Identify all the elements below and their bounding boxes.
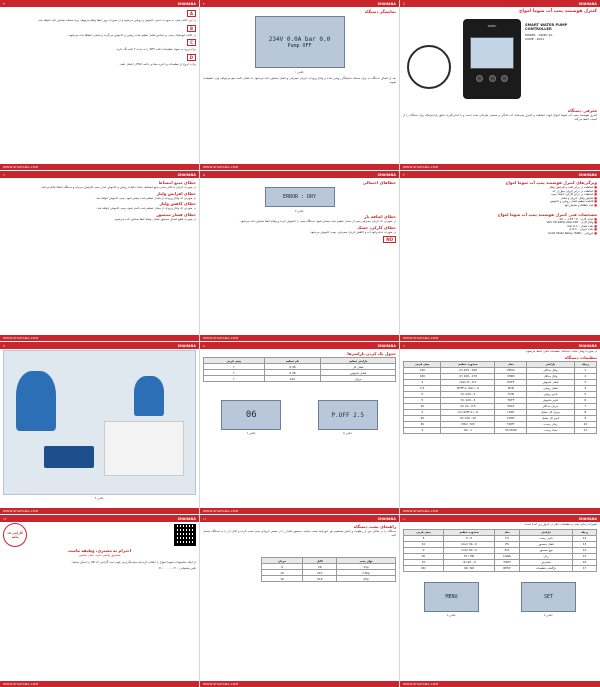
error-text-4: در صورت قطع اتصال سنسور فشار، پیغام خطا نمایش داده می‌شود. [114,216,196,221]
figure-caption: عکس ۸ [446,612,457,617]
section-title: راهنمای نصب دستگاه [353,524,396,529]
panel-9 [400,342,600,514]
table-row: 2hp C16 16 [261,576,395,582]
figure-caption: عکس ۴ [94,496,105,500]
spec-item: ■ دقت جریان : 0.1 A [403,228,597,232]
panel-2 [200,0,400,170]
figure-caption: عکس ۷ [543,612,554,617]
figure-caption: عکس ۵ [343,431,353,435]
brand-logo: SHAHANA [377,516,396,521]
spec-item: ■ خروجی : Solid State Relay (SSR) [403,232,597,236]
page-number: ۷ [3,343,5,348]
page-number: ۸ [203,343,205,348]
lcd-pair [403,582,597,617]
section-a: A [187,10,196,17]
table-row: 1hp C6 6 [261,564,395,570]
text-a: در این حالت پمپ به صورت دستی خاموش و روشن می‌شود و در صورت بروز خطا پیغام مربوطه روی صفحه نمایش داده خواهد شد. [37,18,196,22]
table-row: 1.5hp C10 10 [261,570,395,576]
error-text-2: در صورتی که ولتاژ ورودی از مقدار تنظیم شده بیشتر شود، پمپ خاموش خواهد شد. [95,195,196,200]
section-title: جدول یک کردن پارامترها [347,351,396,356]
sub-text-1: در صورتی که جریان مصرفی پمپ از مقدار تنظیم شده بیشتر شود، دستگاه پمپ را خاموش کرده و پیغام خطا نمایش داده می‌شود. [239,219,396,223]
feature-item: ■ حفاظت در برابر کارکرد خشک پمپ [403,193,597,197]
warranty-seal: گارانتی ۱۸ ماهه [3,523,27,547]
feature-item: ■ حفاظت در برابر افت و افزایش ولتاژ [403,186,597,190]
table-header: نام تنظیم [264,358,321,364]
brand-logo: SHAHANA [177,343,196,348]
table-row: 2 ولتاژ حداقل VMIN 170...200 (V) 180 [404,373,597,379]
error-text-3: در صورتی که ولتاژ ورودی از مقدار تنظیم شده کمتر شود، پمپ خاموش خواهد شد. [96,206,196,210]
table-row: 12 تاخیر ریست T.S 0...5 5 [404,535,597,541]
error-title-2: خطای افزایش ولتاژ [156,190,196,196]
table-row: 6 تاخیر خاموش TOFF 3...120 (S) 5 [404,397,597,403]
page-number: ۹ [403,343,405,348]
sub-title-2: خطای کارکرد خشک [357,224,396,230]
site-url: WWW.SHAHANA.COM [203,509,239,513]
page-number: ۵ [203,172,205,177]
row-2 [0,171,600,341]
model-code: MODEL : SWPC-10 [525,33,553,37]
device-screen [470,37,514,69]
brand-logo: SHAHANA [578,1,597,6]
section-d: D [187,54,196,61]
install-text: دستگاه را در محلی دور از رطوبت و تابش مستقیم نور خورشید نصب نمایید. سنسور فشار را در مسیر خروجی پمپ نصب کرده و کابل آن را به دستگاه متصل کنید. [203,529,396,537]
panel-11 [200,515,400,687]
feature-item: ■ قابلیت تنظیم فشار روشن و خاموش [403,200,597,204]
thank-you-text: از اینکه محصولات شوما امواج را انتخاب کرده‌اید سپاسگزاریم. جهت ثبت گارانتی کد QR را اسکن نمایید. [71,559,196,564]
brand-logo: SHAHANA [377,1,396,6]
table-row: 4 فشار روشن PON 0...POFF-1 (bar) 2.5 [404,385,597,391]
brand-logo: SHAHANA [578,516,597,521]
row-3 [0,342,600,514]
brand-logo: SHAHANA [578,172,597,177]
controller-device [463,19,521,99]
site-url: WWW.SHAHANA.COM [3,336,39,340]
table-header: پیش فرض [204,358,265,364]
panel-4 [400,171,600,341]
display-text: بعد از اتصال دستگاه به برق، صفحه نمایشگر روشن شده و ولتاژ ورودی، جریان مصرفی و فشار نمایش داده می‌شود. با فشار دکمه منو می‌توانید وارد تنظیمات شوید. [203,76,396,84]
lcd-screen-b: MENU [424,582,479,612]
device-label: SWPC [487,23,497,28]
feature-item: ■ ثبت خطاها و نمایش آنها [403,204,597,208]
panel-6 [0,171,200,341]
pressure-tank [134,376,164,416]
site-url: WWW.SHAHANA.COM [203,165,239,169]
error-title-3: خطای کاهش ولتاژ [159,201,196,206]
no-badge: NO [383,236,396,243]
lcd-screen-b: 06 [221,400,281,430]
table-row: 16 شمارش T.RPT 0...90 (S) 10 [404,559,597,565]
table-header: پارامتر تنظیم [321,358,396,364]
spec-item: ■ دمای کاری : ‎-10 ~ +55 °C [403,218,597,222]
spec-item: ■ دقت فشار : 0.1 bar [403,225,597,229]
device-name: SMART WATER PUMP CONTROLLER [525,23,568,31]
lcd-line-2: Pump OFF [287,42,312,49]
error-text-1: در صورت خرابی یا خالی شدن منبع انبساط، تعداد دفعات روشن و خاموش شدن پمپ افزایش می‌یابد و دستگاه خطا اعلام می‌کند. [40,185,196,189]
feature-item: ■ نمایش ولتاژ، جریان و فشار [403,197,597,201]
table-row: 1 ولتاژ حداکثر VMAX 220...255 (V) 240 [404,367,597,373]
page-number: ۱۱ [203,516,207,521]
table-row: 15 زبان LANG FA / EN FA [404,553,597,559]
page-number: ۴ [403,172,405,177]
intro-text: در صورت وصل مجدد دستگاه، تنظیمات قبلی حفظ می‌شود. [525,350,597,353]
product-title: کنترل هوشمند پمپ آب شوما امواج [519,9,597,14]
settings-table: ردیف پارامتر نماد محدوده تنظیم پیش فرض 1 ولتاژ حداکثر VMAX 220...255 (V) 240 2 ولتاژ حداقل VMIN 170...200 (V) 180 3 فشار خاموش POFF 0.5...8 (bar) 4 4 فشار روشن PON 0...POFF-1 (bar) 2.5 5 تاخیر روشن TON 3...120 (S) 5 6 تاخیر خاموش TOFF 3...120 (S) 5 7 جریان حداکثر IMAX 0.5...14 (A) 10 8 جریان کار خشک I.DRY 0...(IOFF-1) (A) 2 9 تاخیر کار خشک T.DRY 10...120 (S) 20 10 زمان ریست T.RPT 720 (Min) 30 11 تعداد ریست I.P.I.P.NO 1...20 1 [403,361,597,434]
slogan: محصول واقعی، امید، عمل، تضمین [78,553,121,557]
page-number: ۶ [3,172,5,177]
section-b: B [187,25,196,32]
table-row: 10 زمان ریست T.RPT 720 (Min) 30 [404,421,597,427]
brand-logo: SHAHANA [377,343,396,348]
figure-caption: عکس ۱ [294,70,305,74]
panel-10 [400,515,600,687]
page-number: ۱۰ [403,516,407,521]
settings-table-2: ردیف پارامتر نماد محدوده تنظیم پیش فرض 12 تاخیر ریست T.S 0...5 5 13 فشار سنسور PS 0...30 (bar) 10 14 نوع سنسور N.S 0...20 (mA) 0 15 زبان LANG FA / EN FA 16 شمارش T.RPT 0...90 (S) 10 17 بازگشت تنظیمات REST OK, NO NO [403,529,597,572]
text-d: برای خروج از تنظیمات و ذخیره مقادیر دکمه ESC را فشار دهید. [119,61,196,66]
table-row: فشار کار 0.38 Y [204,364,396,370]
table-row: 9 تاخیر کار خشک T.DRY 10...120 (S) 20 [404,415,597,421]
brand-logo: SHAHANA [377,172,396,177]
site-url: WWW.SHAHANA.COM [3,165,39,169]
site-url: WWW.SHAHANA.COM [3,682,39,686]
quick-settings-table [203,357,396,382]
page-number: 1 [403,1,406,6]
table-row: فشار خاموش 0.38 Y [204,370,396,376]
lcd-display [255,16,345,68]
lcd-error: ERROR : DRY [265,187,335,207]
water-pump [44,446,94,468]
site-url: WWW.SHAHANA.COM [403,336,439,340]
qr-code[interactable] [174,524,196,546]
panel-8 [200,342,400,514]
site-url: WWW.SHAHANA.COM [203,336,239,340]
panel-1 [400,0,600,170]
lcd-screen-a: P.OFF 2.5 [318,400,378,430]
table-row: 5 تاخیر روشن TON 3...120 (S) 5 [404,391,597,397]
page-number: ۲ [203,1,205,6]
brand-logo: SHAHANA [177,1,196,6]
site-url: WWW.SHAHANA.COM [403,682,439,686]
product-image [403,15,597,107]
lcd-line-1: 234V 0.0A bar 0.0 [268,35,331,43]
intro-text: تغییرات زمانی پمپ و تنظیمات دیگر در جدول زیر آمده است. [523,523,597,526]
section-title: احترام به مشتری، وظیفه ماست [67,548,132,553]
table-row: 14 نوع سنسور N.S 0...20 (mA) 0 [404,547,597,553]
sensor-cable [407,45,451,89]
section-c: C [187,39,196,46]
text-b: در حالت اتوماتیک، پمپ بر اساس فشار تنظیم شده روشن و خاموش می‌گردد و تمامی خطاها ثبت می‌شوند. [67,32,196,37]
water-tank [104,421,184,476]
code: CODE : 2021 [525,37,545,41]
lcd-screen-a: SET [521,582,576,612]
site-url: WWW.SHAHANA.COM [403,165,439,169]
brand-logo: SHAHANA [177,172,196,177]
site-url: WWW.SHAHANA.COM [403,509,439,513]
contact-text: تلفن پشتیبانی : ۰۲۱-۶۶۰۰۰۰۰۰ [158,566,196,570]
device-keys [476,75,509,82]
intro-text: کنترل هوشمند پمپ آب شوما امواج جهت حفاظت و کنترل پمپ‌های آب خانگی و صنعتی طراحی شده است و با اندازه‌گیری دقیق پارامترهای برق دستگاه را از آسیب حفظ می‌کند. [403,113,597,121]
site-url: WWW.SHAHANA.COM [203,682,239,686]
site-url: WWW.SHAHANA.COM [3,509,39,513]
section-title: تنظیمات دستگاه [564,354,597,360]
row-1 [0,0,600,170]
table-row: جریان 201 Y [204,376,396,382]
sub-text-2: در صورت عدم وجود آب و کاهش جریان مصرفی، پمپ خاموش می‌شود. [309,229,396,234]
table-row: 7 جریان حداکثر IMAX 0.5...14 (A) 10 [404,403,597,409]
brand-logo: SHAHANA [578,343,597,348]
figure-caption: عکس ۶ [246,431,256,435]
text-c: برای ورود به منوی تنظیمات دکمه SET را به مدت ۳ ثانیه نگه دارید. [115,47,196,51]
table-row: 17 بازگشت تنظیمات REST OK, NO NO [404,565,597,571]
features-title: ویژگی‌های کنترل هوشمند پمپ آب شوما امواج [505,180,597,185]
panel-12 [0,515,200,687]
table-row: 8 جریان کار خشک I.DRY 0...(IOFF-1) (A) 2 [404,409,597,415]
table-row: 3 فشار خاموش POFF 0.5...8 (bar) 4 [404,379,597,385]
table-row: 13 فشار سنسور PS 0...30 (bar) 10 [404,541,597,547]
brand-logo: SHAHANA [177,516,196,521]
spec-item: ■ ولتاژ کاری : 165-260 VAC 50-60Hz [403,221,597,225]
error-title-1: خطای منبع انبساط [158,180,196,185]
section-title: نمایشگر دستگاه [364,9,396,14]
row-4 [0,515,600,687]
section-title: خطاهای احتمالی [362,180,396,185]
spec-title: مشخصات فنی کنترل هوشمند پمپ آب شوما امواج [497,211,597,217]
product-info [525,23,595,41]
figure-caption: عکس ۳ [294,209,305,213]
panel-7 [0,342,200,514]
error-title-4: خطای فشار سنسور [156,211,196,217]
feature-item: ■ حفاظت در برابر جریان بیش از حد [403,190,597,194]
panel-3 [0,0,200,170]
page-number: ۳ [3,1,5,6]
cable-table: توان پمپ کابل جریان 1hp C6 6 1.5hp C10 10 2hp C16 16 [261,557,396,582]
page-number: ۱۲ [3,516,7,521]
pressure-tank [16,371,56,431]
sub-title-1: خطای اضافه بار [364,214,396,219]
installation-photo [3,350,196,495]
table-row: 11 تعداد ریست I.P.I.P.NO 1...20 1 [404,427,597,433]
panel-5 [200,171,400,341]
lcd-pair [203,400,396,435]
intro-title: معرفی دستگاه [567,108,597,113]
